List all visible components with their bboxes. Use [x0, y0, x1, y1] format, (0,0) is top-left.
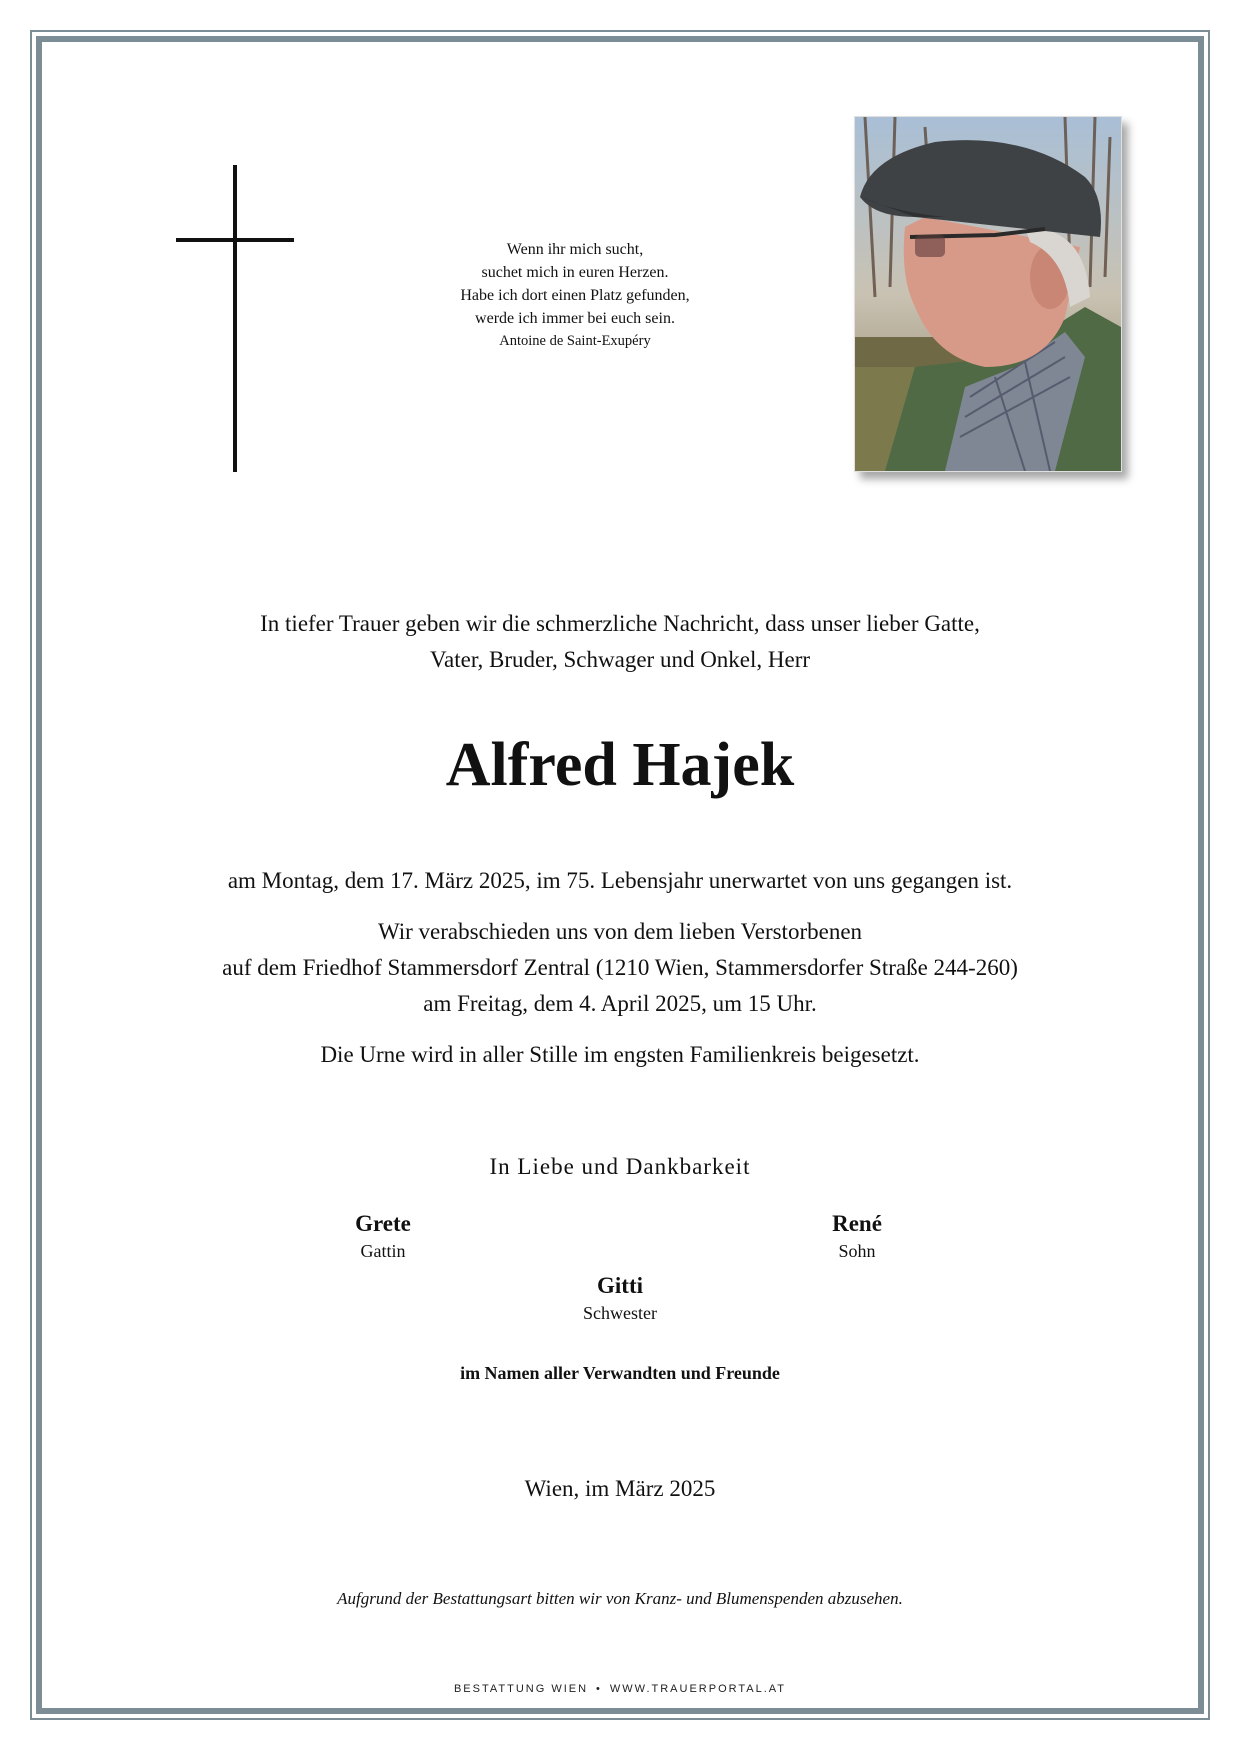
- mourner-name: René: [832, 1211, 882, 1236]
- mourner-name: Grete: [355, 1211, 411, 1236]
- death-statement: am Montag, dem 17. März 2025, im 75. Lebensjahr unerwartet von uns gegangen ist.: [227, 868, 1013, 893]
- deceased-name: Alfred Hajek: [445, 731, 795, 799]
- poem-line: werde ich immer bei euch sein.: [475, 310, 675, 327]
- donation-note: Aufgrund der Bestattungsart bitten wir von Kranz- und Blumenspenden abzusehen.: [337, 1589, 903, 1608]
- footer: [60, 1683, 1180, 1695]
- mourners-heading: In Liebe und Dankbarkeit: [489, 1154, 751, 1179]
- poem: [400, 238, 750, 353]
- behalf-statement: im Namen aller Verwandten und Freunde: [460, 1363, 780, 1383]
- footer-website: WWW.TRAUERPORTAL.AT: [609, 1683, 787, 1695]
- cross-vertical-bar: [233, 165, 237, 472]
- urn-statement: Die Urne wird in aller Stille im engsten Familienkreis beigesetzt.: [320, 1042, 920, 1067]
- mourner-role: Schwester: [583, 1303, 657, 1323]
- mourner-role: Gattin: [360, 1241, 406, 1261]
- mourner-role: Sohn: [838, 1241, 876, 1261]
- funeral-line: auf dem Friedhof Stammersdorf Zentral (1210 Wien, Stammersdorfer Straße 244-260): [222, 955, 1018, 980]
- funeral-details: [60, 914, 1180, 1022]
- cross-horizontal-bar: [176, 238, 294, 242]
- mourner-gitti: [510, 1271, 730, 1325]
- intro-text: [60, 606, 1180, 678]
- portrait-photo: [854, 116, 1122, 472]
- funeral-line: Wir verabschieden uns von dem lieben Verstorbenen: [377, 919, 863, 944]
- intro-line: In tiefer Trauer geben wir die schmerzliche Nachricht, dass unser lieber Gatte,: [260, 611, 980, 636]
- poem-line: Wenn ihr mich sucht,: [506, 241, 644, 258]
- mourner-rene: [747, 1209, 967, 1263]
- footer-separator: •: [596, 1683, 602, 1695]
- portrait-image: [855, 117, 1121, 471]
- intro-line: Vater, Bruder, Schwager und Onkel, Herr: [429, 647, 811, 672]
- mourner-name: Gitti: [597, 1273, 643, 1298]
- poem-line: suchet mich in euren Herzen.: [481, 264, 669, 281]
- mourner-grete: [273, 1209, 493, 1263]
- poem-line: Habe ich dort einen Platz gefunden,: [460, 287, 690, 304]
- funeral-line: am Freitag, dem 4. April 2025, um 15 Uhr.: [423, 991, 817, 1016]
- footer-company: BESTATTUNG WIEN: [453, 1683, 589, 1695]
- place-date: Wien, im März 2025: [524, 1476, 716, 1501]
- poem-author: Antoine de Saint-Exupéry: [499, 333, 651, 349]
